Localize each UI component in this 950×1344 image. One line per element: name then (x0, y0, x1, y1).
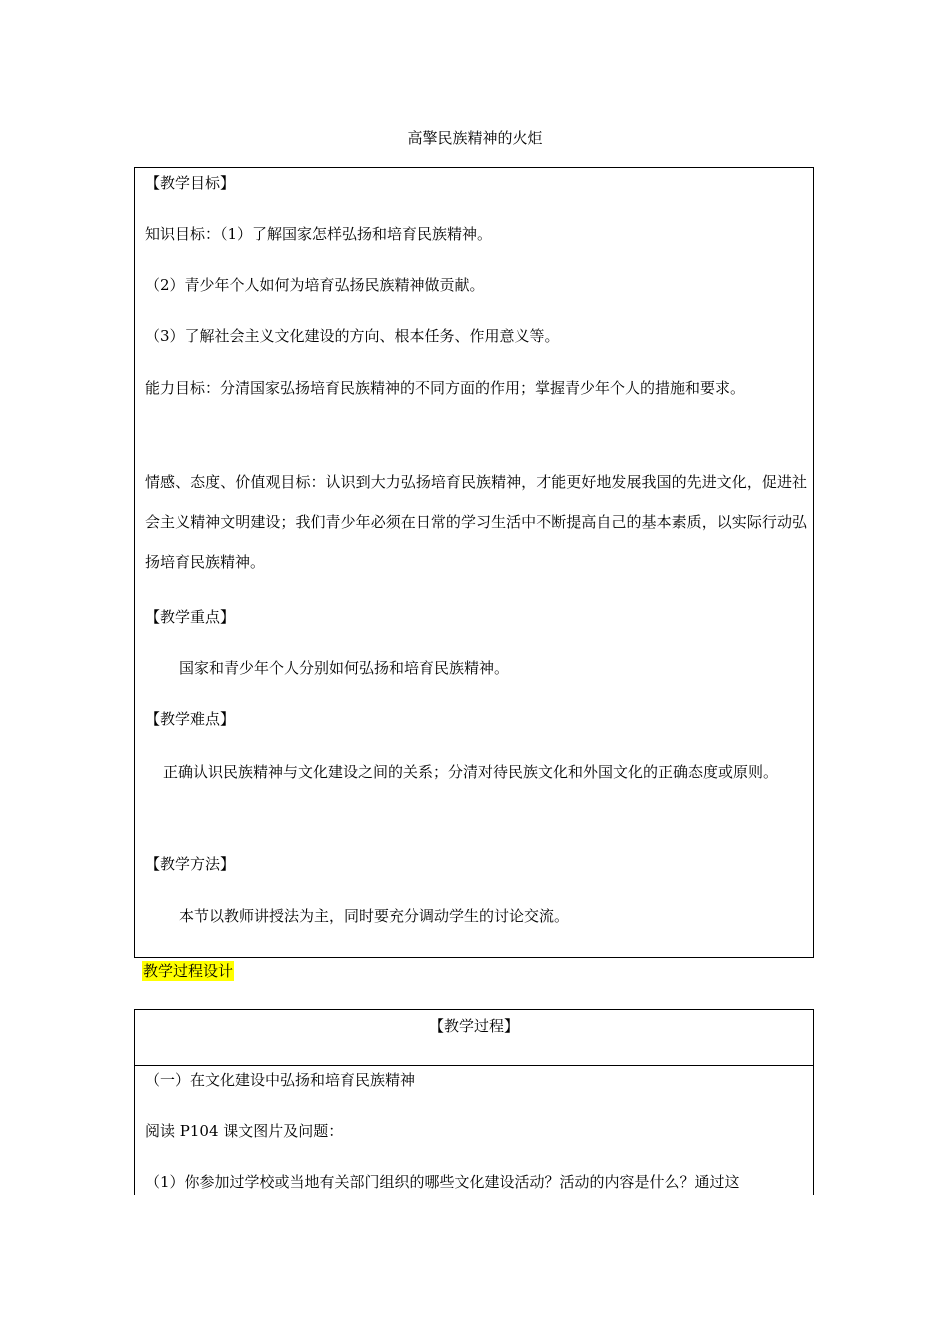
process-header-cell (135, 1010, 813, 1066)
process-reading: 阅读 P104 课文图片及问题： (145, 1122, 344, 1140)
difficulties-text (163, 752, 809, 792)
difficulties-heading: 【教学难点】 (145, 710, 236, 728)
knowledge-objective-1: 知识目标：（1）了解国家怎样弘扬和培育民族精神。 (145, 225, 493, 243)
knowledge-objective-3: （3）了解社会主义文化建设的方向、根本任务、作用意义等。 (145, 327, 560, 345)
key-points-text: 国家和青少年个人分别如何弘扬和培育民族精神。 (179, 659, 510, 677)
document-title: 高擎民族精神的火炬 (407, 129, 543, 147)
objectives-box (134, 167, 814, 958)
methods-heading: 【教学方法】 (145, 855, 236, 873)
process-box (134, 1009, 814, 1195)
key-points-heading: 【教学重点】 (145, 608, 236, 626)
knowledge-objective-2: （2）青少年个人如何为培育弘扬民族精神做贡献。 (145, 276, 485, 294)
process-heading: 【教学过程】 (428, 1017, 519, 1035)
process-question-1: （1）你参加过学校或当地有关部门组织的哪些文化建设活动？活动的内容是什么？通过这 (145, 1173, 740, 1191)
process-design-heading: 教学过程设计 (143, 962, 234, 980)
objectives-heading: 【教学目标】 (145, 174, 236, 192)
ability-objective: 能力目标：分清国家弘扬培育民族精神的不同方面的作用；掌握青少年个人的措施和要求。 (145, 379, 746, 397)
methods-text: 本节以教师讲授法为主，同时要充分调动学生的讨论交流。 (179, 907, 570, 925)
process-section-1: （一）在文化建设中弘扬和培育民族精神 (145, 1071, 416, 1089)
difficulties-text-content: 正确认识民族精神与文化建设之间的关系；分清对待民族文化和外国文化的正确态度或原则。 (163, 763, 779, 781)
emotion-objective: 情感、态度、价值观目标：认识到大力弘扬培育民族精神，才能更好地发展我国的先进文化，促进社会主义精神文明建设；我们青少年必须在日常的学习生活中不断提高自己的基本素质，以实际行动弘扬培育民族精神。 (145, 473, 807, 571)
